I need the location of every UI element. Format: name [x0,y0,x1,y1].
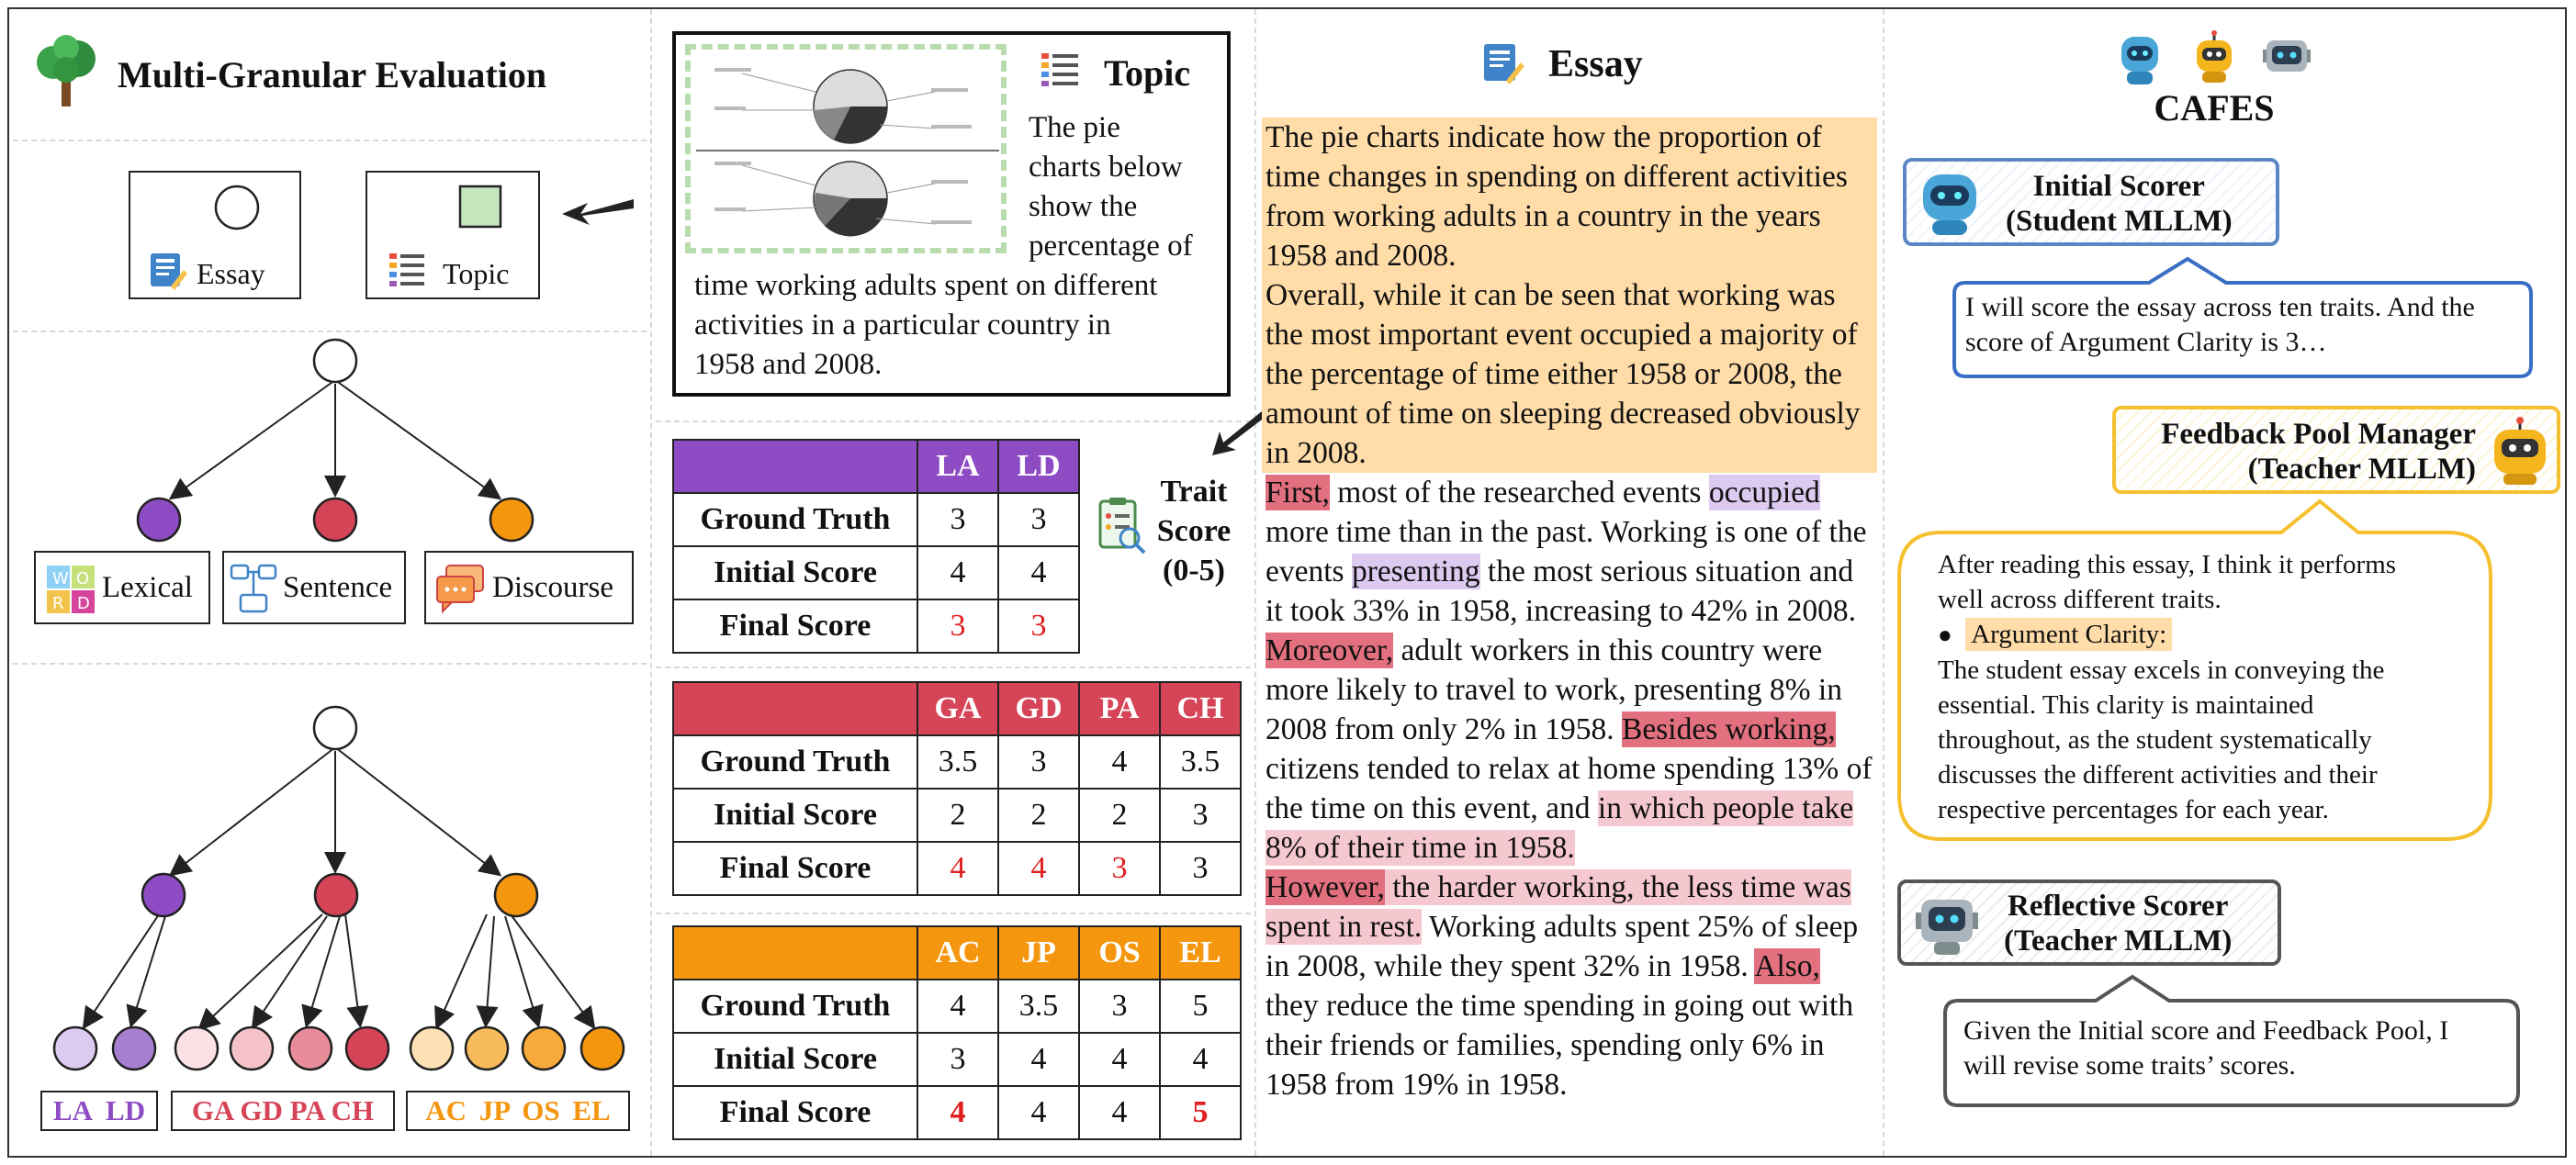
table-row [673,1086,1241,1139]
divider [656,913,1251,914]
bullet-icon: ● [1938,622,1952,648]
arrow-down-left-icon [1210,408,1266,457]
initial-scorer-message [1965,290,2475,360]
role-model: (Student MLLM) [2006,205,2233,238]
score-cell: 3.5 [1160,735,1241,789]
essay-body [1262,473,1877,1104]
trait-label: JP [478,1094,510,1126]
sentence-box [222,551,406,624]
topic-label: Topic [443,257,510,290]
gray-robot-icon [1912,891,1982,958]
lexical-box [34,551,210,624]
score-cell: 4 [917,980,998,1033]
essay-text-run: Working adults spent 25% of sleep in 2008, while they spent 32% in 1958. [1266,910,1859,983]
feedback-manager-title [2127,417,2476,487]
sentence-score-table [672,681,1242,896]
trait-label: LD [106,1094,146,1126]
table-row [673,599,1079,653]
score-cell: 4 [917,546,998,599]
divider [656,667,1251,668]
score-cell-changed: 4 [917,1086,998,1139]
score-cell-changed: 3 [998,599,1079,653]
connective-highlight: Also, [1754,949,1820,983]
role-model: (Teacher MLLM) [2004,924,2233,958]
lexical-score-table [672,439,1080,654]
score-cell-changed: 3 [1079,842,1160,895]
divider [1254,9,1256,1156]
trait-score-line: (0-5) [1163,554,1225,588]
table-header-blank [673,440,917,493]
connective-highlight: Moreover, [1266,633,1394,667]
score-cell: 3.5 [998,980,1079,1033]
sentence-highlight: in which people take 8% of their time in 1958. [1266,791,1854,865]
row-label: Ground Truth [673,980,917,1033]
table-header: EL [1160,926,1241,980]
level-sentence: Sentence [283,571,393,604]
initial-scorer-title [2006,169,2233,239]
yellow-robot-icon [2487,417,2553,487]
essay-paragraph: Overall, while it can be seen that working was the most important event occupied a majority of the percentage of time either 1958 or 2008, the amount of time on sleeping decreased obviously in 2008. [1266,278,1861,470]
topic-line: charts below [1029,151,1183,184]
trait-score-label [1148,472,1240,590]
svg-text:D: D [77,594,90,613]
table-row [673,1033,1241,1086]
essay-text-run: they reduce the time spending in going out with their friends or families, spending only 6% in 1958 from 19% in 1958. [1266,989,1854,1102]
discourse-score-table [672,925,1242,1140]
sentence-traits-box [171,1091,395,1131]
gray-robot-icon [2263,40,2311,72]
topic-line: activities in a particular country in [694,308,1111,342]
row-label: Ground Truth [673,493,917,546]
essay-text-run: more time than in the past. Working is one of the events [1266,515,1867,588]
score-cell: 4 [1079,1033,1160,1086]
essay-text-run: adult workers in this country were more likely to travel to work, presenting 8% in 2008 from only 2% in 1958. [1266,633,1842,746]
discourse-box [424,551,634,624]
role-name: Feedback Pool Manager [2161,418,2476,451]
svg-text:W: W [52,569,69,588]
topic-line: percentage of [1029,230,1193,263]
message-line: throughout, as the student systematically [1938,725,2372,755]
word-highlight: presenting [1351,554,1480,588]
score-cell: 3.5 [917,735,998,789]
row-label: Initial Score [673,1033,917,1086]
score-cell: 2 [998,789,1079,842]
reflective-scorer-title [2004,889,2232,958]
message-line: well across different traits. [1938,585,2222,614]
trait-label: GA [191,1094,233,1126]
svg-text:O: O [76,569,90,588]
connective-highlight: However, [1266,870,1385,904]
message-line: score of Argument Clarity is 3… [1965,327,2327,357]
score-cell: 3 [998,735,1079,789]
blue-robot-icon [2121,37,2158,84]
message-line: discusses the different activities and their [1938,760,2378,790]
table-header-blank [673,926,917,980]
score-cell: 3 [998,493,1079,546]
table-row [673,546,1079,599]
topic-heading: Topic [1104,52,1191,94]
topic-card [672,31,1231,397]
table-header: LA [917,440,998,493]
score-cell: 3 [1160,842,1241,895]
role-name: Initial Scorer [2032,170,2205,203]
row-label: Final Score [673,599,917,653]
score-cell: 4 [998,546,1079,599]
score-cell-changed: 4 [998,842,1079,895]
table-header: LD [998,440,1079,493]
yellow-robot-icon [2197,30,2232,83]
divider [656,420,1251,422]
connective-highlight: First, [1266,476,1330,510]
score-cell: 2 [917,789,998,842]
message-line: respective percentages for each year. [1938,795,2329,824]
trait-label: AC [425,1094,467,1126]
row-label: Initial Score [673,789,917,842]
svg-text:R: R [52,594,64,613]
row-label: Initial Score [673,546,917,599]
word-blocks-icon [45,564,96,615]
essay-text-run: most of the researched events [1329,476,1709,510]
score-cell: 4 [998,1086,1079,1139]
table-header: CH [1160,682,1241,735]
pie-chart-thumbnail [685,44,1007,253]
level-discourse: Discourse [492,571,613,604]
table-header: GA [917,682,998,735]
lexical-traits-box [40,1091,158,1131]
connective-highlight: Besides working, [1622,712,1836,746]
trait-label: EL [572,1094,611,1126]
message-line: Given the Initial score and Feedback Pool, I [1963,1015,2449,1046]
reflective-scorer-card [1897,879,2281,966]
score-cell: 4 [1079,735,1160,789]
table-row [673,735,1241,789]
feedback-manager-card [2112,406,2560,494]
trait-label: LA [52,1094,92,1126]
table-row [673,980,1241,1033]
message-line: The student essay excels in conveying the [1938,655,2385,685]
robot-icons [2109,31,2320,88]
trait-score-line: Trait [1160,475,1228,509]
row-label: Final Score [673,842,917,895]
score-cell: 3 [1160,789,1241,842]
sentence-structure-icon [230,562,279,615]
table-header: GD [998,682,1079,735]
message-line: I will score the essay across ten traits. And the [1965,292,2475,322]
essay-text-run: the most serious situation and it took 33% in 1958, increasing to 42% in 2008. [1266,554,1856,628]
pie-thumbnail-drawing [696,55,999,248]
topic-line: 1958 and 2008. [694,348,883,381]
score-cell: 5 [1160,980,1241,1033]
trait-score-line: Score [1156,514,1232,548]
essay-label: Essay [197,257,265,290]
divider [1883,9,1884,1156]
row-label: Final Score [673,1086,917,1139]
message-line: essential. This clarity is maintained [1938,690,2314,720]
topic-line: time working adults spent on different [694,269,1158,302]
feedback-message [1938,547,2396,827]
table-row [673,842,1241,895]
table-header: PA [1079,682,1160,735]
cafes-title: CAFES [2154,87,2275,129]
topic-text-right [1029,108,1193,266]
score-cell: 4 [998,1033,1079,1086]
left-title: Multi-Granular Evaluation [118,54,547,95]
table-row [673,493,1079,546]
chat-bubbles-icon [433,564,487,615]
trait-highlight: Argument Clarity: [1965,618,2172,651]
trait-label: PA [289,1094,324,1126]
role-model: (Teacher MLLM) [2247,453,2476,486]
table-header: JP [998,926,1079,980]
score-cell: 2 [1079,789,1160,842]
trait-label: CH [331,1094,375,1126]
feedback-bullet-line [1938,617,2396,653]
essay-paragraph: The pie charts indicate how the proportion of time changes in spending on different activities from working adults in a country in the years 1958 and 2008. [1266,120,1848,273]
reflective-scorer-message [1963,1014,2448,1083]
topic-text-bottom [694,266,1157,385]
initial-scorer-card [1903,158,2279,246]
score-cell: 4 [1160,1033,1241,1086]
table-header: OS [1079,926,1160,980]
topic-line: show the [1029,190,1138,223]
word-highlight: occupied [1708,476,1820,510]
trait-label: OS [522,1094,560,1126]
discourse-traits-box [406,1091,630,1131]
blue-robot-icon [1918,171,1982,237]
message-line: will revise some traits’ scores. [1963,1050,2296,1081]
row-label: Ground Truth [673,735,917,789]
trait-label: GD [240,1094,283,1126]
table-header: AC [917,926,998,980]
table-row [673,789,1241,842]
table-header-blank [673,682,917,735]
essay-text-run: citizens tended to relax at home spending 13% of the time on this event, and [1266,752,1873,825]
essay-text [1262,118,1877,1104]
score-cell-changed: 5 [1160,1086,1241,1139]
score-clipboard-icon [1097,496,1146,554]
score-cell: 4 [1079,1086,1160,1139]
essay-heading: Essay [1548,43,1643,85]
score-cell: 3 [917,493,998,546]
score-cell: 3 [1079,980,1160,1033]
role-name: Reflective Scorer [2008,890,2229,923]
score-cell-changed: 3 [917,599,998,653]
sentence-highlight: the harder working, the less time was spent in rest. [1266,870,1851,944]
topic-heading-icon [1040,50,1082,90]
message-line: After reading this essay, I think it performs [1938,550,2397,579]
score-cell-changed: 4 [917,842,998,895]
level-lexical: Lexical [102,571,193,604]
essay-heading-icon [1480,40,1528,88]
topic-line: The pie [1029,111,1120,144]
essay-intro-highlight [1262,118,1877,473]
score-cell: 3 [917,1033,998,1086]
